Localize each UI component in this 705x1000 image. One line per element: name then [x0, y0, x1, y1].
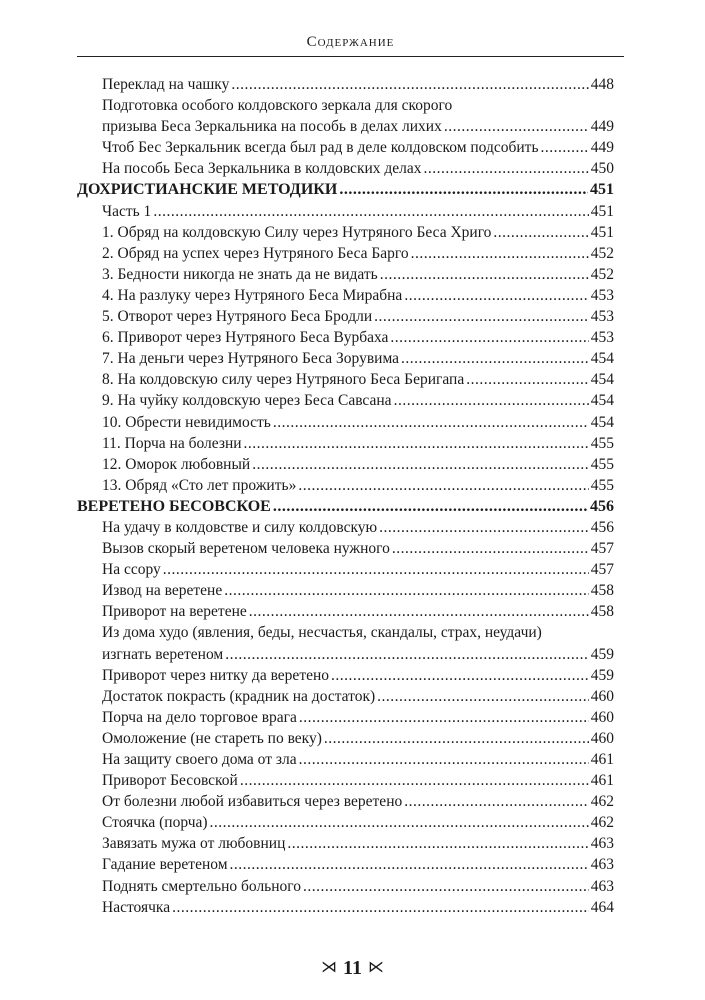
toc-entry-title: 6. Приворот через Нутряного Беса Вурбаха	[102, 329, 389, 347]
dot-leader	[163, 559, 589, 580]
toc-entry	[77, 601, 614, 622]
dot-leader	[240, 770, 589, 791]
toc-entry-title: На пособь Беса Зеркальника в колдовских делах	[102, 160, 422, 178]
dot-leader	[390, 327, 588, 348]
toc-entry-page: 454	[590, 350, 614, 368]
dot-leader	[380, 264, 589, 285]
dot-leader	[231, 74, 588, 95]
toc-entry-page: 455	[590, 455, 614, 473]
toc-section-page: 456	[590, 497, 614, 515]
toc-entry-page: 454	[590, 371, 614, 389]
toc-entry-title: 11. Порча на болезни	[102, 434, 242, 452]
toc-entry	[77, 74, 614, 95]
toc-entry-page: 453	[590, 308, 614, 326]
toc-entry-page: 460	[590, 729, 614, 747]
dot-leader	[424, 158, 589, 179]
toc-entry	[77, 538, 614, 559]
toc-entry-title-continued: изгнать веретеном	[102, 645, 224, 663]
dot-leader	[394, 390, 589, 411]
toc-entry	[77, 665, 614, 686]
dot-leader	[466, 369, 589, 390]
toc-entry-title: Стоячка (порча)	[102, 814, 208, 832]
toc-entry	[77, 517, 614, 538]
dot-leader	[249, 601, 589, 622]
toc-entry-title: На ссору	[102, 561, 161, 579]
dot-leader	[230, 854, 589, 875]
toc-entry-page: 454	[590, 392, 614, 410]
toc-entry-title: Подготовка особого колдовского зеркала для скорого	[102, 97, 453, 115]
dot-leader	[493, 222, 588, 243]
toc-entry	[77, 243, 614, 264]
dot-leader	[273, 496, 588, 517]
toc-entry-title: Гадание веретеном	[102, 856, 228, 874]
dot-leader	[541, 137, 589, 158]
toc-entry	[77, 201, 614, 222]
dot-leader	[210, 812, 589, 833]
toc-entry-page: 458	[590, 603, 614, 621]
dot-leader	[339, 179, 588, 200]
dot-leader	[153, 201, 588, 222]
dot-leader	[225, 644, 589, 665]
toc-entry-page: 459	[590, 666, 614, 684]
toc-entry-title: Чтоб Бес Зеркальник всегда был рад в деле колдовском подсобить	[102, 139, 539, 157]
toc-entry-title-continued: призыва Беса Зеркальника на пособь в делах лихих	[102, 118, 442, 136]
toc-entry	[77, 475, 614, 496]
dot-leader	[299, 749, 589, 770]
toc-entry-page: 450	[590, 160, 614, 178]
toc-entry-page: 463	[590, 856, 614, 874]
dot-leader	[404, 285, 588, 306]
dot-leader	[244, 433, 589, 454]
dot-leader	[379, 517, 589, 538]
toc-entry-title: Достаток покрасть (крадник на достаток)	[102, 687, 376, 705]
toc-entry	[77, 854, 614, 875]
ornament-left-icon: ⋊	[321, 959, 338, 976]
toc-entry-page: 451	[590, 202, 614, 220]
dot-leader	[404, 791, 589, 812]
toc-entry-title: Из дома худо (явления, беды, несчастья, скандалы, страх, неудачи)	[102, 624, 542, 642]
toc-entry	[77, 306, 614, 327]
dot-leader	[287, 833, 588, 854]
toc-entry-page: 462	[590, 814, 614, 832]
running-head: Содержание	[306, 34, 395, 50]
toc-entry	[77, 622, 614, 643]
toc-entry-page: 456	[590, 518, 614, 536]
toc-entry-title: 12. Оморок любовный	[102, 455, 251, 473]
toc-entry-title: Омоложение (не стареть по веку)	[102, 729, 322, 747]
toc-entry-continuation	[77, 644, 614, 665]
toc-entry-page: 461	[590, 772, 614, 790]
toc-entry	[77, 433, 614, 454]
dot-leader	[273, 412, 589, 433]
dot-leader	[392, 538, 589, 559]
toc-entry-page: 455	[590, 434, 614, 452]
toc-entry	[77, 791, 614, 812]
toc-entry-title: 3. Бедности никогда не знать да не видать	[102, 265, 378, 283]
toc-entry-title: 9. На чуйку колдовскую через Беса Савсана	[102, 392, 392, 410]
toc-entry	[77, 137, 614, 158]
toc-entry	[77, 812, 614, 833]
toc-entry-title: Извод на веретене	[102, 582, 223, 600]
toc-entry-title: 13. Обряд «Сто лет прожить»	[102, 476, 297, 494]
toc-entry	[77, 454, 614, 475]
toc-entry	[77, 158, 614, 179]
dot-leader	[324, 728, 589, 749]
toc-entry	[77, 749, 614, 770]
toc-entry-page: 460	[590, 708, 614, 726]
toc-entry-title: Приворот Бесовской	[102, 772, 238, 790]
dot-leader	[252, 454, 589, 475]
toc-entry-title: На удачу в колдовстве и силу колдовскую	[102, 518, 378, 536]
dot-leader	[331, 665, 589, 686]
toc-section-heading	[77, 179, 614, 200]
toc-entry-title: Приворот на веретене	[102, 603, 247, 621]
toc-entry-page: 451	[590, 223, 614, 241]
toc-entry-continuation	[77, 116, 614, 137]
toc-entry-title: 5. Отворот через Нутряного Беса Бродли	[102, 308, 373, 326]
toc-entry-page: 460	[590, 687, 614, 705]
toc-entry-page: 461	[590, 751, 614, 768]
toc-entry	[77, 686, 614, 707]
toc-entry	[77, 728, 614, 749]
toc-entry-title: 10. Обрести невидимость	[102, 413, 271, 431]
table-of-contents	[77, 74, 614, 918]
toc-entry	[77, 95, 614, 116]
toc-entry	[77, 327, 614, 348]
dot-leader	[444, 116, 589, 137]
toc-entry-page: 455	[590, 476, 614, 494]
toc-entry	[77, 833, 614, 854]
toc-entry-page: 452	[590, 265, 614, 283]
toc-entry-title: 8. На колдовскую силу через Нутряного Беса Беригапа	[102, 371, 465, 389]
toc-entry	[77, 222, 614, 243]
toc-entry	[77, 770, 614, 791]
toc-entry	[77, 412, 614, 433]
toc-entry	[77, 559, 614, 580]
toc-entry	[77, 348, 614, 369]
toc-entry-page: 448	[590, 76, 614, 93]
header-rule	[77, 56, 624, 57]
page-footer	[0, 955, 705, 981]
toc-entry	[77, 897, 614, 918]
toc-entry	[77, 369, 614, 390]
toc-section-title: ВЕРЕТЕНО БЕСОВСКОЕ	[77, 497, 271, 515]
toc-entry-title: 4. На разлуку через Нутряного Беса Мирабна	[102, 286, 403, 304]
dot-leader	[401, 348, 589, 369]
dot-leader	[299, 707, 589, 728]
toc-entry-page: 457	[590, 540, 614, 558]
dot-leader	[377, 686, 589, 707]
toc-entry-page: 457	[590, 561, 614, 579]
toc-entry-page: 463	[590, 835, 614, 853]
toc-entry-title: Вызов скорый веретеном человека нужного	[102, 540, 390, 558]
toc-entry-page: 458	[590, 582, 614, 600]
toc-section-title: ДОХРИСТИАНСКИЕ МЕТОДИКИ	[77, 181, 338, 199]
toc-entry-title: 1. Обряд на колдовскую Силу через Нутряного Беса Хриго	[102, 223, 492, 241]
toc-entry-page: 454	[590, 413, 614, 431]
toc-entry-page: 452	[590, 244, 614, 262]
dot-leader	[411, 243, 589, 264]
toc-entry-title: Переклад на чашку	[102, 76, 230, 93]
toc-entry-page: 453	[590, 329, 614, 347]
toc-entry-title: Часть 1	[102, 202, 152, 220]
toc-entry-title: 7. На деньги через Нутряного Беса Зорувима	[102, 350, 400, 368]
toc-entry-title: Приворот через нитку да веретено	[102, 666, 330, 684]
toc-entry-page: 463	[590, 877, 614, 895]
dot-leader	[303, 876, 589, 897]
toc-entry-page: 462	[590, 793, 614, 811]
toc-section-heading	[77, 496, 614, 517]
toc-entry	[77, 876, 614, 897]
toc-entry-title: Поднять смертельно больного	[102, 877, 302, 895]
dot-leader	[224, 580, 589, 601]
dot-leader	[172, 897, 589, 918]
toc-entry-title: Настоячка	[102, 898, 171, 916]
dot-leader	[298, 475, 588, 496]
toc-entry	[77, 580, 614, 601]
toc-entry-title: 2. Обряд на успех через Нутряного Беса Барго	[102, 244, 409, 262]
ornament-right-icon: ⋉	[367, 959, 384, 976]
toc-entry	[77, 264, 614, 285]
toc-entry-page: 453	[590, 286, 614, 304]
toc-entry	[77, 285, 614, 306]
toc-entry	[77, 707, 614, 728]
page-number: 11	[343, 957, 362, 979]
toc-entry	[77, 390, 614, 411]
toc-section-page: 451	[590, 181, 614, 199]
toc-entry-title: Завязать мужа от любовниц	[102, 835, 286, 853]
toc-entry-page: 449	[590, 118, 614, 136]
toc-entry-title: От болезни любой избавиться через веретено	[102, 793, 403, 811]
dot-leader	[374, 306, 589, 327]
toc-entry-title: Порча на дело торговое врага	[102, 708, 297, 726]
toc-entry-page: 459	[590, 645, 614, 663]
toc-entry-title: На защиту своего дома от зла	[102, 751, 297, 768]
toc-entry-page: 449	[590, 139, 614, 157]
toc-entry-page: 464	[590, 898, 614, 916]
